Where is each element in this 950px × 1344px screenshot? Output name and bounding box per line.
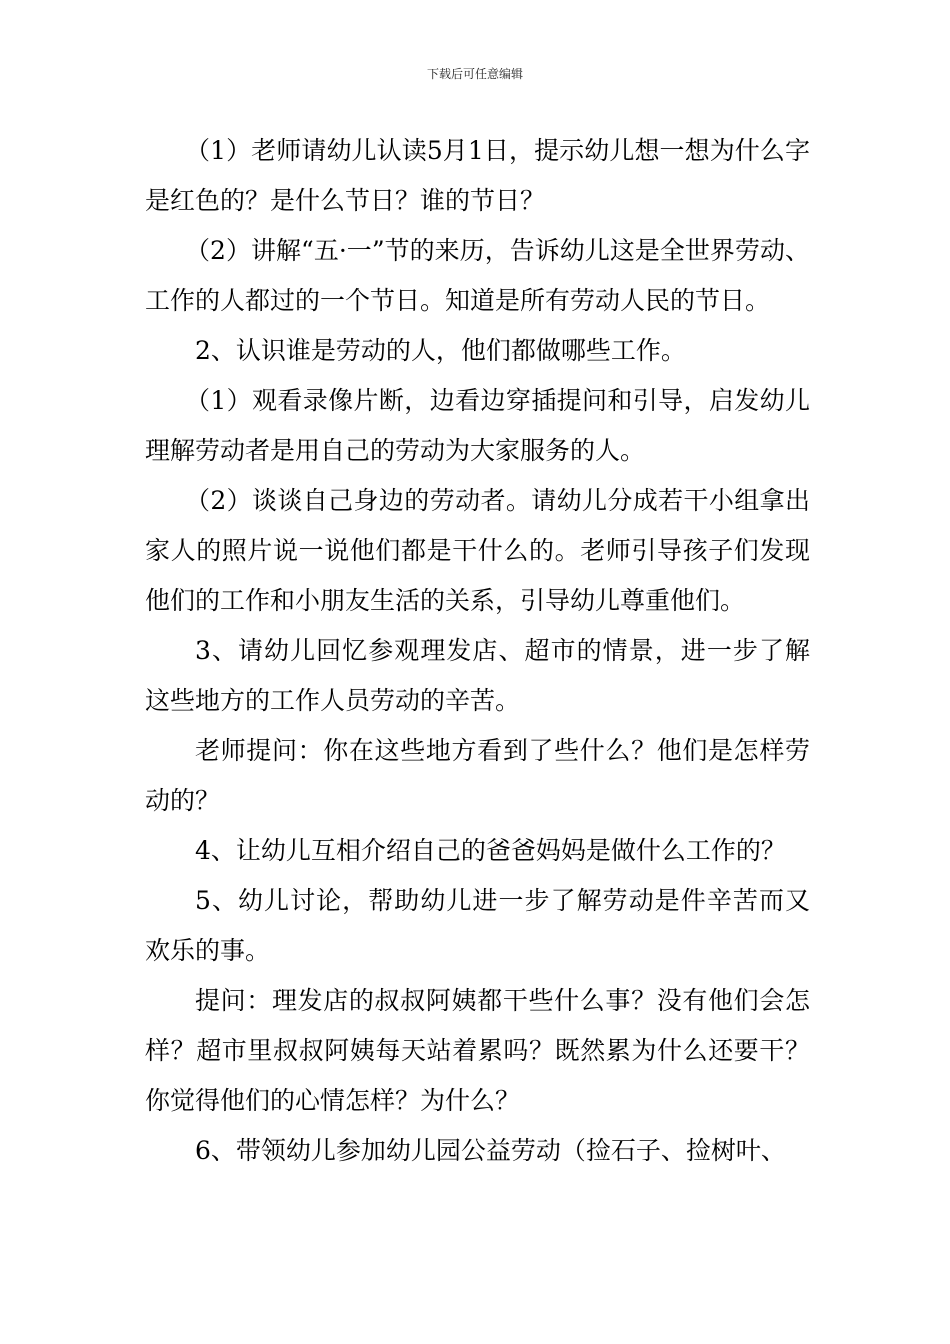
paragraph: 3、请幼儿回忆参观理发店、超市的情景，进一步了解这些地方的工作人员劳动的辛苦。	[145, 636, 810, 715]
paragraph: （1）观看录像片断，边看边穿插提问和引导，启发幼儿理解劳动者是用自己的劳动为大家服务的人。	[145, 386, 810, 465]
paragraph: （1）老师请幼儿认读5月1日，提示幼儿想一想为什么字是红色的？是什么节日？谁的节日？	[145, 136, 810, 215]
paragraph: 老师提问：你在这些地方看到了些什么？他们是怎样劳动的？	[145, 736, 810, 815]
page-header-note: 下载后可任意编辑	[426, 67, 523, 81]
paragraph: 2、认识谁是劳动的人，他们都做哪些工作。	[195, 336, 686, 365]
paragraph: （2）谈谈自己身边的劳动者。请幼儿分成若干小组拿出家人的照片说一说他们都是干什么的。老师引导孩子们发现他们的工作和小朋友生活的关系，引导幼儿尊重他们。	[145, 486, 810, 615]
paragraph: 4、让幼儿互相介绍自己的爸爸妈妈是做什么工作的？	[195, 836, 786, 865]
document-body	[145, 126, 810, 1176]
paragraph: 6、带领幼儿参加幼儿园公益劳动（捡石子、捡树叶、	[195, 1136, 786, 1165]
paragraph: 提问：理发店的叔叔阿姨都干些什么事？没有他们会怎样？超市里叔叔阿姨每天站着累吗？既然累为什么还要干？你觉得他们的心情怎样？为什么？	[145, 986, 810, 1115]
paragraph: （2）讲解“五·一”节的来历，告诉幼儿这是全世界劳动、工作的人都过的一个节日。知道是所有劳动人民的节日。	[145, 236, 810, 315]
paragraph: 5、幼儿讨论，帮助幼儿进一步了解劳动是件辛苦而又欢乐的事。	[145, 886, 810, 965]
